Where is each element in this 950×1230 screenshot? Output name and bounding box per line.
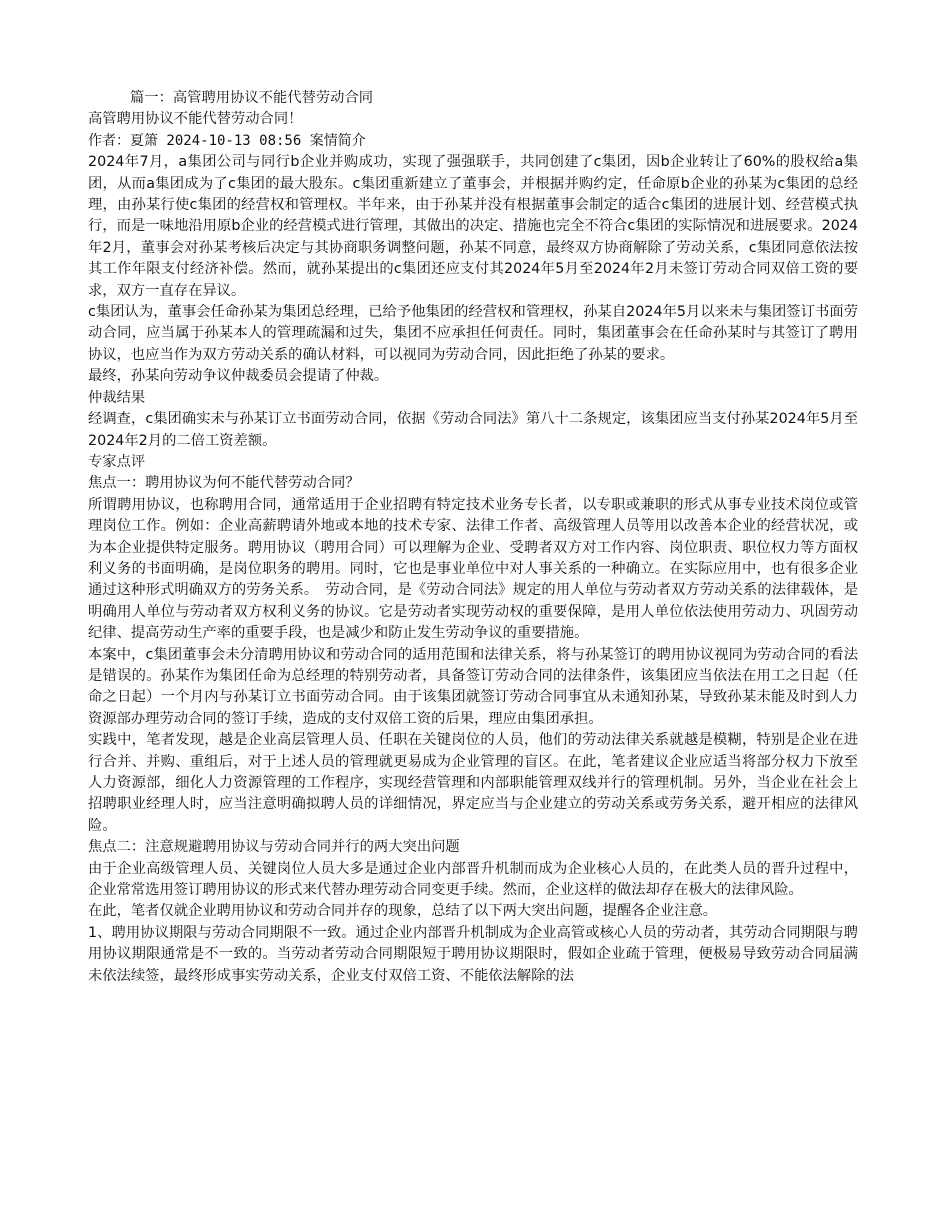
focus-2-paragraph-1: 由于企业高级管理人员、关键岗位人员大多是通过企业内部晋升机制而成为企业核心人员的，在此类人员的晋升过程中，企业常常选用签订聘用协议的形式来代替办理劳动合同变更手续。然而，企业这样的做法却存在极大的法律风险。 xyxy=(88,860,858,899)
focus-1-heading: 焦点一：聘用协议为何不能代替劳动合同？ xyxy=(88,475,360,492)
document-title: 篇一：高管聘用协议不能代替劳动合同 xyxy=(130,90,374,106)
document-subtitle: 高管聘用协议不能代替劳动合同！ xyxy=(88,111,303,128)
focus-2-paragraph-2: 在此，笔者仅就企业聘用协议和劳动合同并存的现象，总结了以下两大突出问题，提醒各企业注意。 xyxy=(88,903,718,920)
focus-1-paragraph-1: 所谓聘用协议，也称聘用合同，通常适用于企业招聘有特定技术业务专长者，以专职或兼职的形式从事专业技术岗位或管理岗位工作。例如：企业高薪聘请外地或本地的技术专家、法律工作者、高级管理人员等用以改善本企业的经营状况，或为本企业提供特定服务。聘用协议（聘用合同）可以理解为企业、受聘者双方对工作内容、岗位职责、职位权力等方面权利义务的书面明确，是岗位职务的聘用。同时，它也是事业单位中对人事关系的一种确立。在实际应用中，也有很多企业通过这种形式明确双方的劳务关系。 劳动合同，是《劳动合同法》规定的用人单位与劳动者双方劳动关系的法律载体，是明确用人单位与劳动者双方权利义务的协议。它是劳动者实现劳动权的重要保障，是用人单位依法使用劳动力、巩固劳动纪律、提高劳动生产率的重要手段，也是减少和防止发生劳动争议的重要措施。 xyxy=(88,496,858,642)
case-paragraph-3: 最终，孙某向劳动争议仲裁委员会提请了仲裁。 xyxy=(88,368,389,385)
focus-2-paragraph-3: 1、聘用协议期限与劳动合同期限不一致。通过企业内部晋升机制成为企业高管或核心人员的劳动者，其劳动合同期限与聘用协议期限通常是不一致的。当劳动者劳动合同期限短于聘用协议期限时，假如企业疏于管理，便极易导致劳动合同届满未依法续签，最终形成事实劳动关系，企业支付双倍工资、不能依法解除的法 xyxy=(88,924,858,984)
focus-2-heading: 焦点二：注意规避聘用协议与劳动合同并行的两大突出问题 xyxy=(88,839,460,856)
case-paragraph-2: c集团认为，董事会任命孙某为集团总经理，已给予他集团的经营权和管理权，孙某自2024年5月以来未与集团签订书面劳动合同，应当属于孙某本人的管理疏漏和过失，集团不应承担任何责任。同时，集团董事会在任命孙某时与其签订了聘用协议，也应当作为双方劳动关系的确认材料，可以视同为劳动合同，因此拒绝了孙某的要求。 xyxy=(88,304,858,363)
focus-1-paragraph-2: 本案中，c集团董事会未分清聘用协议和劳动合同的适用范围和法律关系，将与孙某签订的聘用协议视同为劳动合同的看法是错误的。孙某作为集团任命为总经理的特别劳动者，具备签订劳动合同的法律条件，该集团应当依法在用工之日起（任命之日起）一个月内与孙某订立书面劳动合同。由于该集团就签订劳动合同事宜从未通知孙某，导致孙某未能及时到人力资源部办理劳动合同的签订手续，造成的支付双倍工资的后果，理应由集团承担。 xyxy=(88,646,858,727)
arbitration-heading: 仲裁结果 xyxy=(88,389,146,406)
document-page xyxy=(88,88,858,987)
expert-heading: 专家点评 xyxy=(88,453,146,470)
arbitration-paragraph: 经调查，c集团确实未与孙某订立书面劳动合同，依据《劳动合同法》第八十二条规定，该集团应当支付孙某2024年5月至2024年2月的二倍工资差额。 xyxy=(88,411,858,449)
document-byline: 作者：夏箫 2024-10-13 08:56 案情简介 xyxy=(88,132,366,149)
case-paragraph-1: 2024年7月，a集团公司与同行b企业并购成功，实现了强强联手，共同创建了c集团，因b企业转让了60%的股权给a集团，从而a集团成为了c集团的最大股东。c集团重新建立了董事会，并根据并购约定，任命原b企业的孙某为c集团的总经理，由孙某行使c集团的经营权和管理权。半年来，由于孙某并没有根据董事会制定的适合c集团的进展计划、经营模式执行，而是一味地沿用原b企业的经营模式进行管理，其做出的决定、措施也完全不符合c集团的实际情况和进展要求。2024年2月，董事会对孙某考核后决定与其协商职务调整问题，孙某不同意，最终双方协商解除了劳动关系，c集团同意依法按其工作年限支付经济补偿。然而，就孙某提出的c集团还应支付其2024年5月至2024年2月未签订劳动合同双倍工资的要求，双方一直存在异议。 xyxy=(88,154,858,299)
focus-1-paragraph-3: 实践中，笔者发现，越是企业高层管理人员、任职在关键岗位的人员，他们的劳动法律关系就越是模糊，特别是企业在进行合并、并购、重组后，对于上述人员的管理就更易成为企业管理的盲区。在此，笔者建议企业应适当将部分权力下放至人力资源部，细化人力资源管理的工作程序，实现经营管理和内部职能管理双线并行的管理机制。另外，当企业在社会上招聘职业经理人时，应当注意明确拟聘人员的详细情况，界定应当与企业建立的劳动关系或劳务关系，避开相应的法律风险。 xyxy=(88,732,858,834)
